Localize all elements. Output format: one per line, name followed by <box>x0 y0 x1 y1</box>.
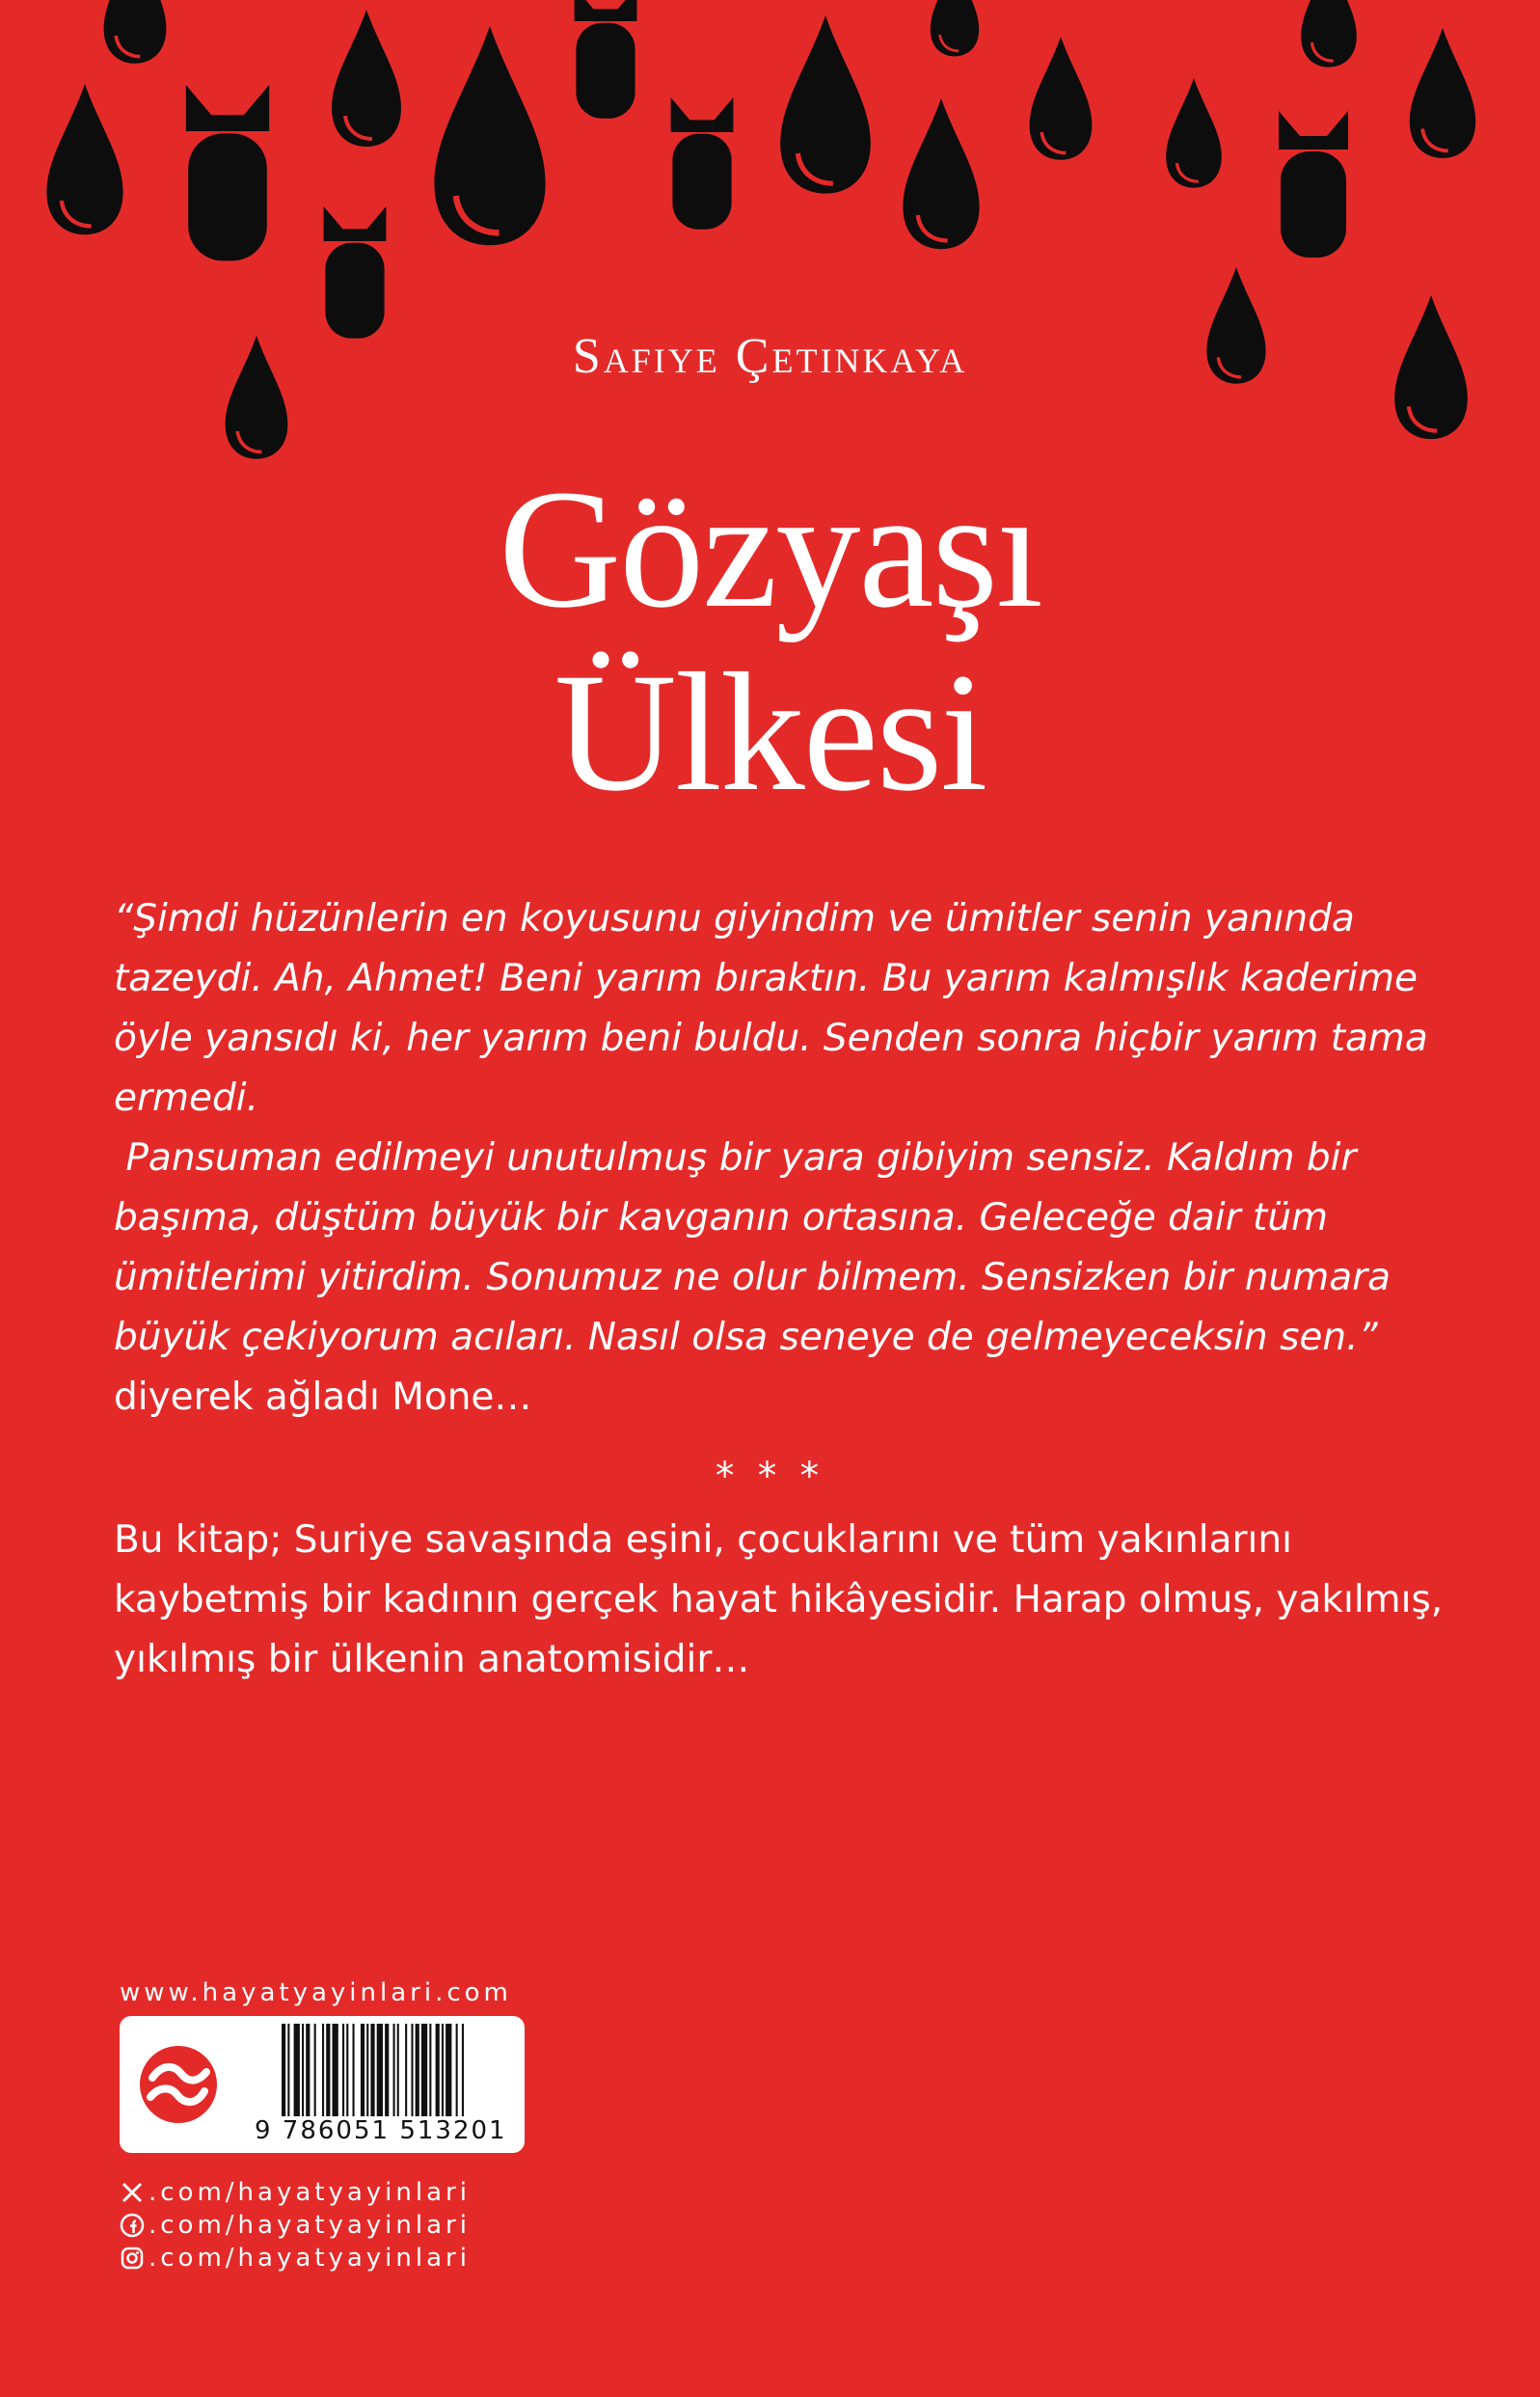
barcode-panel <box>120 2016 525 2153</box>
quote-paragraph-1: “Şimdi hüzünlerin en koyusunu giyindim ve ümitler senin yanında tazeydi. Ah, Ahmet! Beni yarım bıraktın. Bu yarım kalmışlık kaderime öyle yansıdı ki, her yarım beni buldu. Senden sonra hiçbir yarım tama ermedi. <box>114 897 1428 1120</box>
quote-paragraph-2 <box>114 1129 1445 1428</box>
blood-drop-icon <box>903 98 979 249</box>
barcode-bar <box>353 2024 355 2116</box>
instagram-icon <box>120 2246 145 2271</box>
barcode-bar <box>333 2024 338 2116</box>
blood-drop-icon <box>46 84 122 234</box>
isbn-number: 9 786051 513201 <box>255 2116 507 2145</box>
social-x-handle: .com/hayatyayinlari <box>149 2178 471 2207</box>
barcode-bar <box>370 2024 374 2116</box>
barcode-bar <box>462 2024 464 2116</box>
blood-drop-icon <box>1030 37 1093 160</box>
barcode-bar <box>456 2024 458 2116</box>
drops-and-bombs-decoration <box>0 0 1540 482</box>
book-description: Bu kitap; Suriye savaşında eşini, çocuklarını ve tüm yakınlarını kaybetmiş bir kadının gerçek hayat hikâyesidir. Harap olmuş, yakılmış, yıkılmış bir ülkenin anatomisidir… <box>114 1518 1444 1681</box>
barcode-bar <box>421 2024 427 2116</box>
blood-drop-icon <box>1301 0 1357 68</box>
barcode-bar <box>361 2024 365 2116</box>
barcode-bar <box>446 2024 451 2116</box>
barcode-bar <box>322 2024 324 2116</box>
barcode-bar <box>282 2024 285 2116</box>
social-x[interactable] <box>120 2178 471 2207</box>
barcode-bar <box>411 2024 413 2116</box>
facebook-icon <box>120 2213 145 2238</box>
quote-block <box>114 889 1445 1428</box>
bomb-icon <box>671 97 734 230</box>
barcode-bar <box>393 2024 395 2116</box>
book-title-line-2: Ülkesi <box>554 639 986 827</box>
blood-drop-icon <box>332 10 401 147</box>
author-name: Safiye Çetinkaya <box>572 329 968 384</box>
publisher-logo-icon <box>139 2045 218 2124</box>
barcode-bar <box>405 2024 407 2116</box>
x-icon <box>120 2180 145 2205</box>
barcode-bar <box>306 2024 310 2116</box>
bomb-icon <box>575 0 637 119</box>
social-facebook-handle: .com/hayatyayinlari <box>149 2211 471 2240</box>
barcode-bar <box>377 2024 383 2116</box>
barcode-bar <box>429 2024 431 2116</box>
barcode-bar <box>302 2024 304 2116</box>
barcode-bar <box>287 2024 289 2116</box>
bomb-icon <box>1279 111 1348 258</box>
publisher-website[interactable]: www.hayatyayinlari.com <box>120 1978 512 2007</box>
social-instagram-handle: .com/hayatyayinlari <box>149 2244 471 2273</box>
bomb-icon <box>186 85 269 260</box>
blood-drop-icon <box>780 15 871 194</box>
book-title-line-1: Gözyaşı <box>499 455 1041 643</box>
blood-drop-icon <box>931 0 979 56</box>
barcode-bar <box>326 2024 330 2116</box>
quote-paragraph-2-tail: diyerek ağladı Mone… <box>114 1376 532 1419</box>
barcode-bar <box>346 2024 348 2116</box>
quote-paragraph-2-italic: Pansuman edilmeyi unutulmuş bir yara gibiyim sensiz. Kaldım bir başıma, düştüm büyük bir kavganın ortasına. Geleceğe dair tüm ümitlerimi yitirdim. Sonumuz ne olur bilmem. Sensizken bir numara büyük çekiyorum acıları. Nasıl olsa seneye de gelmeyeceksin sen.” <box>114 1136 1391 1359</box>
barcode-bar <box>385 2024 389 2116</box>
barcode-bar <box>366 2024 368 2116</box>
social-facebook[interactable] <box>120 2211 471 2240</box>
bomb-icon <box>324 206 387 339</box>
barcode-bar <box>436 2024 440 2116</box>
barcode-bar <box>416 2024 419 2116</box>
social-instagram[interactable] <box>120 2244 471 2273</box>
barcode-bar <box>442 2024 444 2116</box>
barcode <box>282 2024 515 2116</box>
blood-drop-icon <box>1410 28 1475 158</box>
blood-drop-icon <box>1166 78 1222 188</box>
blood-drop-icon <box>104 0 167 64</box>
blood-drop-icon <box>434 26 545 245</box>
section-separator: * * * <box>715 1455 825 1498</box>
barcode-bar <box>342 2024 344 2116</box>
barcode-bar <box>314 2024 316 2116</box>
barcode-bar <box>294 2024 300 2116</box>
barcode-bar <box>397 2024 399 2116</box>
